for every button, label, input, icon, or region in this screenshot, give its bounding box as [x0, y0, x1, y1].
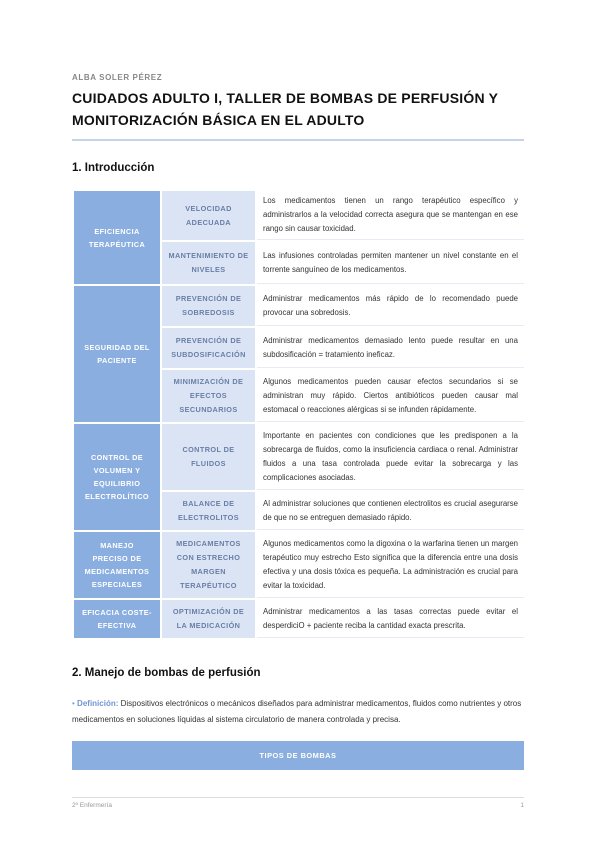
table-row [74, 424, 524, 490]
definition-label: Definición: [77, 699, 119, 708]
definition-paragraph [72, 696, 524, 728]
page-number: 1 [520, 802, 524, 809]
bullet-icon: • [72, 699, 75, 708]
subcategory-cell: PREVENCIÓN DE SUBDOSIFICACIÓN [162, 328, 255, 368]
pump-types-banner: TIPOS DE BOMBAS [72, 741, 524, 770]
subcategory-cell: OPTIMIZACIÓN DE LA MEDICACIÓN [162, 600, 255, 638]
table-row [74, 286, 524, 326]
category-cell: EFICACIA COSTE-EFECTIVA [74, 600, 160, 638]
subcategory-cell: MANTENIMIENTO DE NIVELES [162, 242, 255, 284]
header-divider [72, 139, 524, 141]
description-cell: Administrar medicamentos más rápido de lo recomendado puede provocar una sobredosis. [257, 286, 524, 326]
definition-text: Dispositivos electrónicos o mecánicos diseñados para administrar medicamentos, fluidos como nutrientes y otros medicamentos en soluciones líquidas al sistema circulatorio de manera controlada y precisa. [72, 699, 522, 724]
subcategory-cell: MINIMIZACIÓN DE EFECTOS SECUNDARIOS [162, 370, 255, 422]
footer-divider [72, 797, 524, 798]
footer-course: 2º Enfermería [72, 802, 112, 809]
author-name: ALBA SOLER PÉREZ [72, 73, 163, 82]
description-cell: Algunos medicamentos pueden causar efectos secundarios si se administran muy rápido. Ciertos antibióticos pueden causar mal estomacal o reacciones alérgicas si se infunden rápidamente. [257, 370, 524, 422]
document-title: CUIDADOS ADULTO I, TALLER DE BOMBAS DE PERFUSIÓN Y MONITORIZACIÓN BÁSICA EN EL ADULTO [72, 90, 498, 128]
category-cell: SEGURIDAD DEL PACIENTE [74, 286, 160, 422]
subcategory-cell: PREVENCIÓN DE SOBREDOSIS [162, 286, 255, 326]
description-cell: Administrar medicamentos a las tasas correctas puede evitar el desperdiciO + paciente reciba la cantidad exacta prescrita. [257, 600, 524, 638]
description-cell: Importante en pacientes con condiciones que les predisponen a la sobrecarga de fluidos, como la insuficiencia cardiaca o renal. Administrar fluidos a una tasa controlada puede evitar la sobrecarga y las complicaciones asociadas. [257, 424, 524, 490]
section-1-heading: 1. Introducción [72, 162, 155, 174]
description-cell: Al administrar soluciones que contienen electrolitos es crucial asegurarse de que no se entreguen demasiado rápido. [257, 492, 524, 530]
subcategory-cell: VELOCIDAD ADECUADA [162, 191, 255, 240]
category-cell: CONTROL DE VOLUMEN Y EQUILIBRIO ELECTROLÍTICO [74, 424, 160, 530]
subcategory-cell: BALANCE DE ELECTROLITOS [162, 492, 255, 530]
description-cell: Algunos medicamentos como la digoxina o la warfarina tienen un margen terapéutico muy estrecho Esto significa que la diferencia entre una dosis efectiva y una dosis tóxica es pequeña. La administración es crucial para evitar la toxicidad. [257, 532, 524, 598]
category-cell: EFICIENCIA TERAPÉUTICA [74, 191, 160, 284]
section-2-heading: 2. Manejo de bombas de perfusión [72, 667, 261, 679]
table-row [74, 191, 524, 240]
subcategory-cell: MEDICAMENTOS CON ESTRECHO MARGEN TERAPÉUTICO [162, 532, 255, 598]
intro-table [72, 189, 526, 640]
table-row [74, 532, 524, 598]
description-cell: Administrar medicamentos demasiado lento puede resultar en una subdosificación = tratamiento ineficaz. [257, 328, 524, 368]
category-cell: MANEJO PRECISO DE MEDICAMENTOS ESPECIALES [74, 532, 160, 598]
table-row [74, 600, 524, 638]
subcategory-cell: CONTROL DE FLUIDOS [162, 424, 255, 490]
description-cell: Las infusiones controladas permiten mantener un nivel constante en el torrente sanguíneo de los medicamentos. [257, 242, 524, 284]
description-cell: Los medicamentos tienen un rango terapéutico específico y administrarlos a la velocidad correcta asegura que se mantengan en ese rango sin causar toxicidad. [257, 191, 524, 240]
